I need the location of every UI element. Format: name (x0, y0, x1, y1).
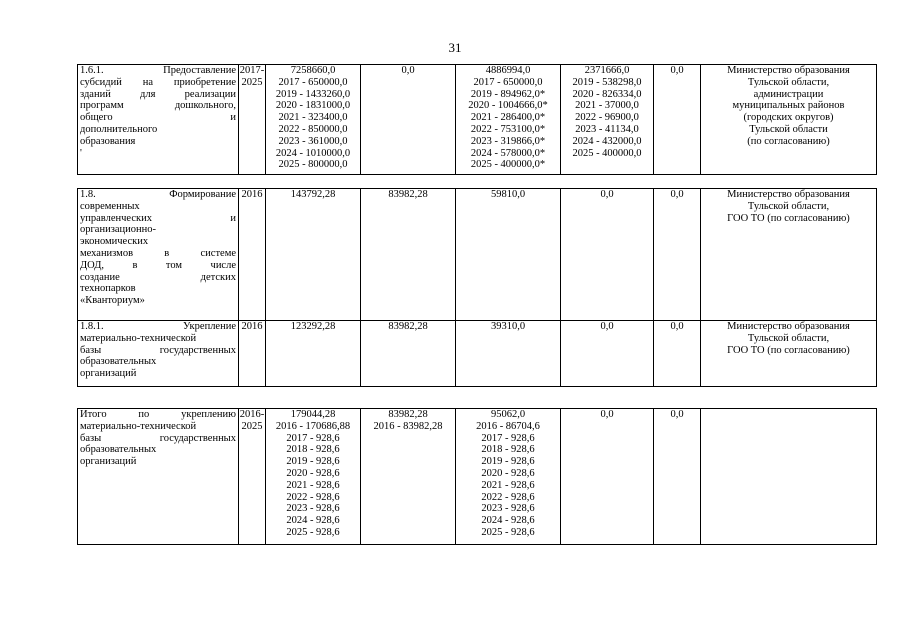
cell-line: 2016- (239, 409, 265, 420)
cell-line: 143792,28 (290, 189, 336, 200)
cell-line: 2021 - 928,6 (481, 479, 535, 491)
table-block-2 (77, 188, 877, 387)
cell-line: 123292,28 (290, 321, 336, 332)
cell-line: 2022 - 850000,0 (278, 123, 348, 135)
cell-line: ГОО ТО (по согласованию) (727, 344, 850, 356)
table-row (78, 189, 877, 321)
cell-line: базы государственных (80, 432, 236, 444)
page-number: 31 (448, 40, 462, 55)
cell-line: Министерство образования (727, 189, 850, 200)
cell-line: Итого по укреплению (80, 409, 236, 420)
table-block-3 (77, 408, 877, 545)
cell-responsible (701, 189, 877, 321)
cell-line: 0,0 (670, 65, 684, 76)
cell-municipal (561, 321, 654, 387)
cell-other (654, 409, 701, 545)
cell-federal (361, 321, 456, 387)
cell-line: 0,0 (670, 321, 684, 332)
cell-line: 0,0 (401, 65, 415, 76)
cell-municipal (561, 65, 654, 175)
cell-line: 2021 - 323400,0 (278, 112, 348, 124)
cell-line: 0,0 (600, 189, 614, 200)
cell-regional (456, 189, 561, 321)
cell-other (654, 321, 701, 387)
cell-line: материально-технической (80, 420, 197, 432)
cell-line: Тульской области, (747, 332, 830, 344)
cell-line: 2016 - 170686,88 (275, 420, 351, 432)
cell-line: Министерство образования (727, 321, 850, 332)
cell-line: 2020 - 1004666,0* (468, 100, 548, 112)
cell-line: 83982,28 (388, 409, 428, 420)
cell-line: Министерство образования (727, 65, 850, 76)
cell-line: 39310,0 (490, 321, 526, 332)
cell-line: 2018 - 928,6 (481, 444, 535, 456)
cell-line: 2022 - 96900,0 (575, 112, 639, 124)
cell-line: 4886994,0 (485, 65, 531, 76)
cell-line: современных (80, 200, 140, 212)
cell-line: Тульской области, (747, 76, 830, 88)
cell-line: 59810,0 (490, 189, 526, 200)
cell-line: организаций (80, 368, 137, 380)
cell-responsible (701, 409, 877, 545)
cell-line: организационно- (80, 224, 156, 236)
cell-line: 2022 - 753100,0* (470, 123, 546, 135)
cell-line: 2016 - 83982,28 (373, 420, 443, 432)
cell-line: механизмов в системе (80, 247, 236, 259)
cell-line: 2019 - 1433260,0 (275, 88, 351, 100)
cell-line: (городских округов) (743, 112, 834, 124)
cell-line: ГОО ТО (по согласованию) (727, 212, 850, 224)
cell-responsible (701, 321, 877, 387)
cell-line: 0,0 (670, 409, 684, 420)
cell-line: технопарков (80, 283, 136, 295)
cell-line: 2017 - 928,6 (481, 432, 535, 444)
cell-municipal (561, 409, 654, 545)
table-row (78, 321, 877, 387)
cell-line: 2023 - 41134,0 (575, 123, 639, 135)
cell-line: 2024 - 578000,0* (470, 147, 546, 159)
cell-federal (361, 189, 456, 321)
cell-total (266, 321, 361, 387)
cell-regional (456, 321, 561, 387)
cell-line: 2024 - 928,6 (286, 515, 340, 527)
cell-line: 2025 - 928,6 (286, 526, 340, 538)
cell-line: 2019 - 928,6 (481, 456, 535, 468)
cell-line: (по согласованию) (747, 135, 830, 147)
cell-line: 1.6.1. Предоставление (80, 65, 236, 76)
cell-line: 2023 - 361000,0 (278, 135, 348, 147)
cell-line: субсидий на приобретение (80, 76, 236, 88)
cell-line: общего и (80, 112, 236, 124)
cell-name (78, 409, 239, 545)
cell-line: 2023 - 928,6 (286, 503, 340, 515)
cell-line: 2018 - 928,6 (286, 444, 340, 456)
table-row (78, 409, 877, 545)
cell-line: 2025 - 800000,0 (278, 159, 348, 171)
cell-line: 2021 - 37000,0 (575, 100, 639, 112)
cell-line: 2016 (241, 321, 263, 332)
cell-line: 0,0 (670, 189, 684, 200)
cell-line: муниципальных районов (732, 100, 845, 112)
cell-other (654, 189, 701, 321)
cell-line: 2016 - 86704,6 (476, 420, 540, 432)
cell-years (239, 321, 266, 387)
cell-line: 2020 - 928,6 (481, 467, 535, 479)
cell-line: администрации (753, 88, 824, 100)
cell-line: образования (80, 135, 136, 147)
cell-line: организаций (80, 456, 137, 468)
cell-line: материально-технической (80, 332, 197, 344)
cell-line: экономических (80, 236, 149, 248)
cell-line: 2025 (241, 420, 263, 432)
cell-line: 2017 - 928,6 (286, 432, 340, 444)
cell-line: создание детских (80, 271, 236, 283)
table-row (78, 65, 877, 175)
cell-line: управленческих и (80, 212, 236, 224)
cell-total (266, 65, 361, 175)
cell-line: 2025 - 400000,0 (572, 147, 642, 159)
cell-line: Тульской области, (747, 200, 830, 212)
cell-line: 2019 - 538298,0 (572, 76, 642, 88)
cell-line: 1.8.1. Укрепление (80, 321, 236, 332)
cell-line: «Кванториум» (80, 295, 145, 307)
cell-line: 2017- (239, 65, 265, 76)
cell-years (239, 189, 266, 321)
cell-line: дополнительного (80, 123, 158, 135)
cell-name (78, 189, 239, 321)
cell-line: 2020 - 1831000,0 (275, 100, 351, 112)
cell-line: 2023 - 928,6 (481, 503, 535, 515)
cell-total (266, 189, 361, 321)
cell-line: 2021 - 286400,0* (470, 112, 546, 124)
cell-years (239, 65, 266, 175)
table-block-1 (77, 64, 877, 175)
cell-line: базы государственных (80, 344, 236, 356)
cell-line: 95062,0 (490, 409, 526, 420)
cell-line: 2022 - 928,6 (286, 491, 340, 503)
cell-name (78, 65, 239, 175)
cell-line: 2023 - 319866,0* (470, 135, 546, 147)
cell-federal (361, 409, 456, 545)
cell-line: 2024 - 928,6 (481, 515, 535, 527)
cell-line: образовательных (80, 444, 157, 456)
cell-line: 83982,28 (388, 189, 428, 200)
cell-line: 2020 - 928,6 (286, 467, 340, 479)
cell-line: 2017 - 650000,0 (473, 76, 543, 88)
cell-other (654, 65, 701, 175)
cell-line: 0,0 (600, 409, 614, 420)
cell-line: программ дошкольного, (80, 100, 236, 112)
cell-line: 2025 - 400000,0* (470, 159, 546, 171)
cell-line: 7258660,0 (290, 65, 336, 76)
cell-regional (456, 409, 561, 545)
cell-line: 2022 - 928,6 (481, 491, 535, 503)
cell-line: ' (80, 147, 82, 159)
cell-line: 2024 - 432000,0 (572, 135, 642, 147)
cell-line: образовательных (80, 356, 157, 368)
cell-federal (361, 65, 456, 175)
cell-line: ДОД, в том числе (80, 259, 236, 271)
cell-line: 2019 - 928,6 (286, 456, 340, 468)
cell-line: 1.8. Формирование (80, 189, 236, 200)
cell-line: Тульской области (749, 123, 828, 135)
cell-line: 0,0 (600, 321, 614, 332)
cell-line: 2021 - 928,6 (286, 479, 340, 491)
cell-line: 179044,28 (290, 409, 336, 420)
cell-line: 2025 - 928,6 (481, 526, 535, 538)
cell-total (266, 409, 361, 545)
cell-line: 2371666,0 (584, 65, 630, 76)
cell-responsible (701, 65, 877, 175)
cell-line: 2025 (241, 76, 263, 88)
cell-line: зданий для реализации (80, 88, 236, 100)
cell-line: 2016 (241, 189, 263, 200)
cell-years (239, 409, 266, 545)
cell-line: 2019 - 894962,0* (470, 88, 546, 100)
cell-line: 2020 - 826334,0 (572, 88, 642, 100)
cell-line: 83982,28 (388, 321, 428, 332)
cell-municipal (561, 189, 654, 321)
cell-regional (456, 65, 561, 175)
cell-line: 2024 - 1010000,0 (275, 147, 351, 159)
cell-line: 2017 - 650000,0 (278, 76, 348, 88)
cell-name (78, 321, 239, 387)
